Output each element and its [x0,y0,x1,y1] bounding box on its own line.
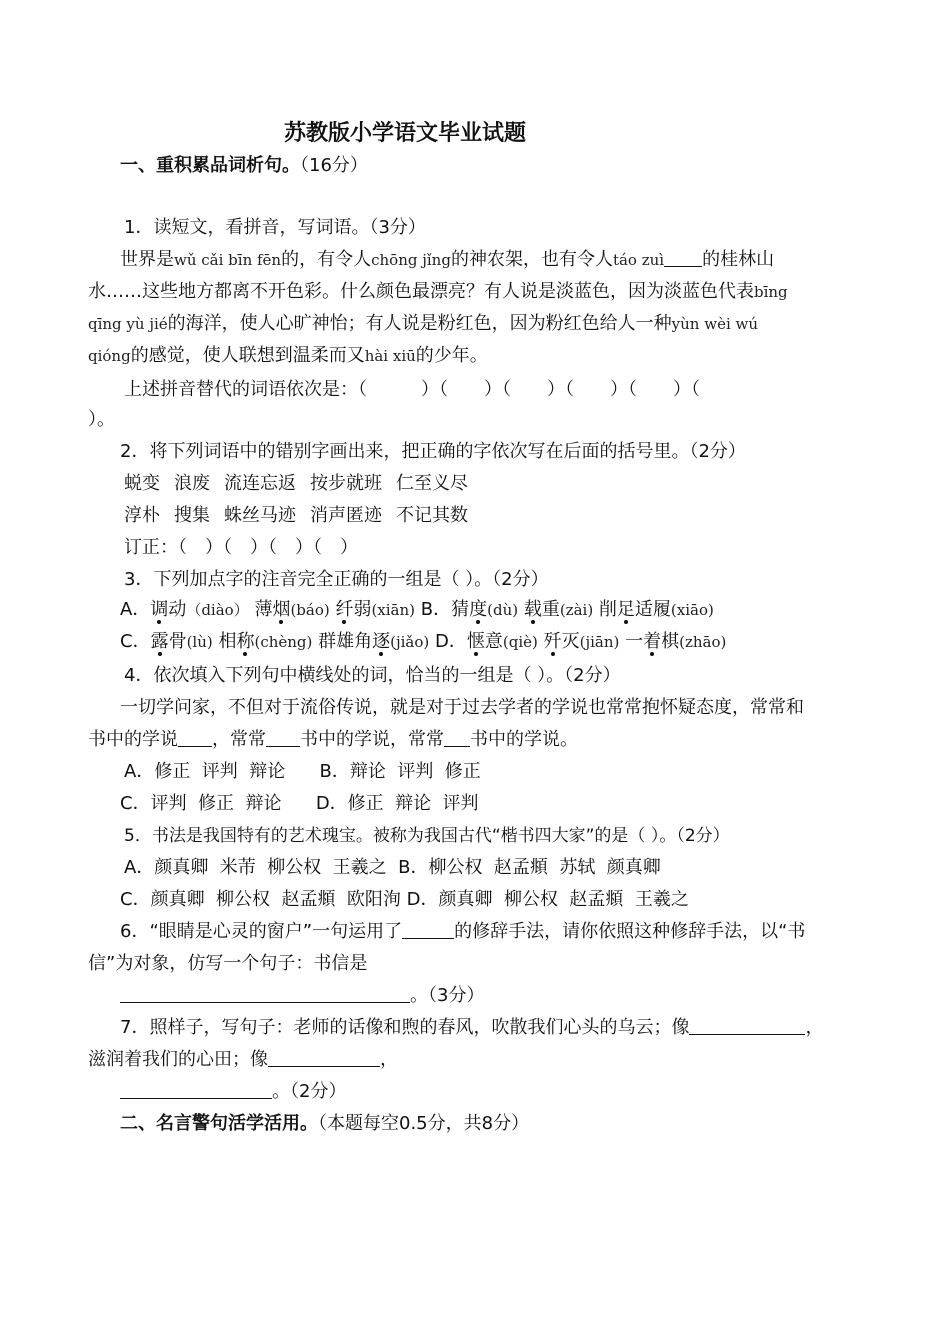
fill-blank[interactable] [402,918,454,939]
page-title: 苏教版小学语文毕业试题 [283,121,526,146]
q4-sentence-line1: 一切学问家，不但对于流俗传说，就是对于过去学者的学说也常常抱怀疑态度，常常和 [120,697,804,718]
q1-answer-end: ）。 [88,409,115,430]
q1-passage-line2: 水……这些地方都离不开色彩。什么颜色最漂亮？有人说是淡蓝色，因为淡蓝色代表bīng [88,281,788,302]
fill-blank[interactable] [266,726,300,747]
q2-correction-line[interactable]: 订正：（ ）（ ）（ ）（ ） [124,537,358,558]
q1-stem: 1．读短文，看拼音，写词语。（3分） [124,217,426,238]
q1-passage-line3: qīng yù jié的海洋，使人心旷神怡；有人说是粉红色，因为粉红色给人一种yùn wèi wú [88,313,759,334]
q6-line3: 。（3分） [120,980,900,1012]
q6-line2: 信”为对象，仿写一个句子：书信是 [88,953,368,974]
q3-options-ab: A．调动（diào） 薄烟(báo) 纤弱(xiān) B．猜度(dù) 载重(zài) 削足适履(xiāo) [120,599,714,620]
q4-option-b[interactable]: B．辩论 评判 修正 [319,761,481,782]
q5-option-b[interactable]: B．柳公权 赵孟頫 苏轼 颜真卿 [398,857,661,878]
answer-blank[interactable] [120,982,410,1003]
q2-stem: 2．将下列词语中的错别字画出来，把正确的字依次写在后面的括号里。（2分） [120,441,746,462]
q5-option-d[interactable]: D．颜真卿 柳公权 赵孟頫 王羲之 [406,889,689,910]
q2-words-row2: 淳朴 搜集 蛛丝马迹 消声匿迹 不记其数 [124,505,468,526]
q4-option-c[interactable]: C．评判 修正 辩论 D．修正 辩论 评判 [120,793,479,814]
q5-option-c[interactable]: C．颜真卿 柳公权 赵孟頫 欧阳洵 [120,889,401,910]
q7-line1: 7．照样子，写句子：老师的话像和煦的春风，吹散我们心头的乌云；像 ， [120,1012,900,1044]
section-2-heading: 二、名言警句活学活用。（本题每空0.5分，共8分） [120,1113,530,1134]
q5-options-ab [124,852,904,884]
q5-stem: 5．书法是我国特有的艺术瑰宝。被称为我国古代“楷书四大家”的是（ ）。（2分） [124,826,730,846]
fill-blank[interactable] [664,246,702,267]
section-1-heading: 一、重积累品词析句。（16分） [120,155,368,176]
fill-blank[interactable] [689,1014,805,1035]
fill-blank[interactable] [444,726,470,747]
q4-stem: 4．依次填入下列句中横线处的词，恰当的一组是（ ）。（2分） [124,665,621,686]
q4-sentence-line2: 书中的学说 ，常常 书中的学说，常常 书中的学说。 [88,724,868,756]
q3-stem: 3．下列加点字的注音完全正确的一组是（ ）。（2分） [124,569,549,590]
q3-options-cd: C．露骨(lù) 相称(chèng) 群雄角逐(jiǎo) D．惬意(qiè) 歼灭(jiān) 一着棋(zhāo) [120,631,727,652]
q1-passage-line1: 世界是wǔ cǎi bīn fēn的，有令人chōng jǐng的神农架，也有令人táo zuì 的桂林山 [120,244,900,276]
q6-line1: 6．“眼睛是心灵的窗户”一句运用了 的修辞手法，请你依照这种修辞手法，以“书 [120,916,900,948]
q5-options-cd [120,884,900,916]
fill-blank[interactable] [268,1046,380,1067]
q1-passage-line4: qióng的感觉，使人联想到温柔而又hài xiū的少年。 [88,345,488,366]
q1-answer-line[interactable]: 上述拼音替代的词语依次是：（ ）（ ）（ ）（ ）（ ）（ [124,379,700,400]
q4-option-d[interactable]: D．修正 辩论 评判 [315,793,479,814]
q2-words-row1: 蜕变 浪废 流连忘返 按步就班 仁至义尽 [124,473,468,494]
q5-option-a[interactable]: A．颜真卿 米芾 柳公权 王羲之 [124,857,387,878]
q7-line3: 。（2分） [120,1076,900,1108]
q4-option-a[interactable]: A．修正 评判 辩论 B．辩论 评判 修正 [124,761,481,782]
fill-blank[interactable] [178,726,212,747]
q7-line2: 滋润着我们的心田；像 ， [88,1044,868,1076]
answer-blank[interactable] [120,1078,272,1099]
